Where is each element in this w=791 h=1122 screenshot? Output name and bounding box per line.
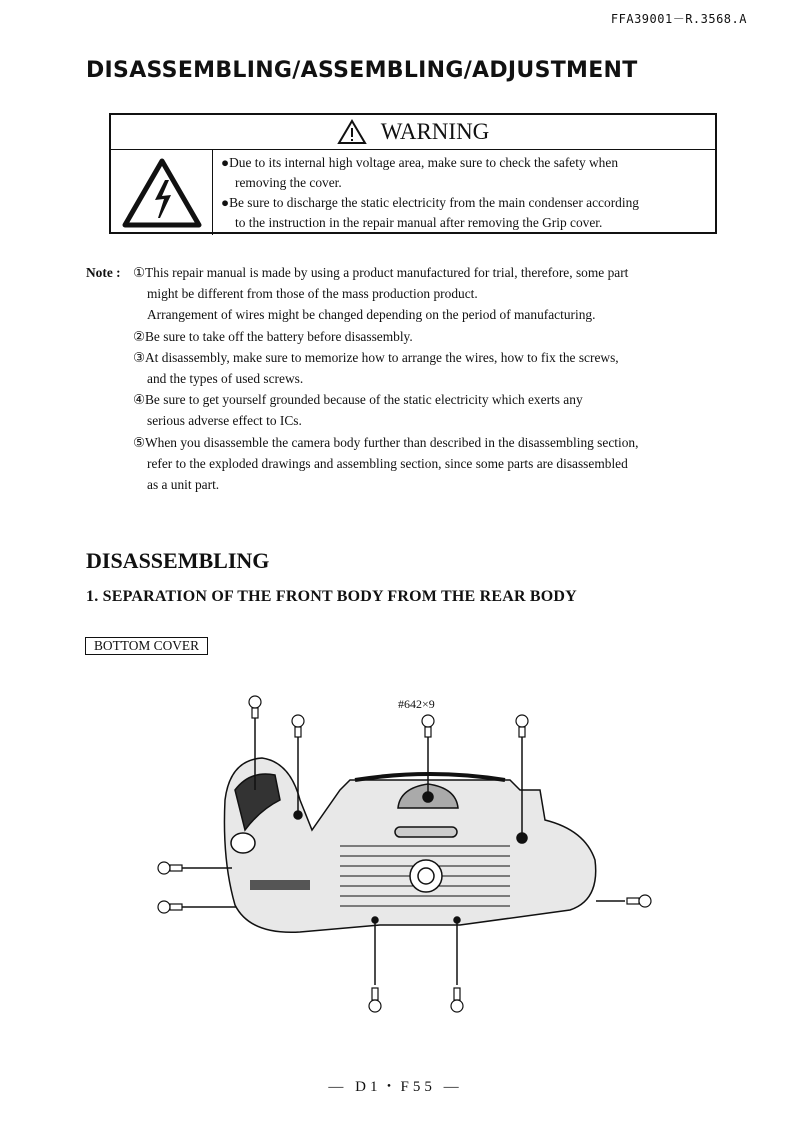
screw-icon bbox=[369, 988, 381, 1012]
note-label: Note : bbox=[86, 265, 121, 280]
note-line: Arrangement of wires might be changed depending on the period of manufacturing. bbox=[147, 307, 596, 323]
note-line: might be different from those of the mass production product. bbox=[147, 286, 478, 302]
document-code: FFA39001－R.3568.A bbox=[610, 12, 747, 26]
page-number: — D1・F55 — bbox=[328, 1079, 463, 1095]
note-line: as a unit part. bbox=[147, 477, 220, 493]
warning-line: to the instruction in the repair manual after removing the Grip cover. bbox=[235, 215, 603, 230]
screw-icon bbox=[158, 901, 182, 913]
note-line: and the types of used screws. bbox=[147, 371, 304, 387]
screw-icon bbox=[627, 895, 651, 907]
warning-heading: WARNING bbox=[380, 119, 490, 144]
note-line: ⑤When you disassemble the camera body further than described in the disassembling section, bbox=[133, 434, 639, 450]
screw-icon bbox=[292, 715, 304, 737]
note-line: ②Be sure to take off the battery before disassembly. bbox=[133, 328, 413, 344]
note-line: serious adverse effect to ICs. bbox=[147, 413, 302, 429]
bottom-cover-label: BOTTOM COVER bbox=[85, 637, 208, 655]
note-line: ①This repair manual is made by using a product manufactured for trial, therefore, some part bbox=[133, 265, 629, 280]
warning-line: ●Due to its internal high voltage area, make sure to check the safety when bbox=[221, 155, 619, 170]
note-line: refer to the exploded drawings and assembling section, since some parts are disassembled bbox=[147, 455, 628, 471]
warning-line: removing the cover. bbox=[235, 175, 342, 190]
warning-line: ●Be sure to discharge the static electricity from the main condenser according bbox=[221, 195, 639, 210]
section-title: DISASSEMBLING bbox=[86, 548, 270, 573]
screw-icon bbox=[422, 715, 434, 737]
screw-icon bbox=[451, 988, 463, 1012]
subsection-title: 1. SEPARATION OF THE FRONT BODY FROM THE REAR BODY bbox=[86, 588, 577, 605]
screw-icon bbox=[249, 696, 261, 718]
page-title: DISASSEMBLING/ASSEMBLING/ADJUSTMENT bbox=[86, 58, 638, 83]
screw-part-label: #642×9 bbox=[398, 697, 435, 711]
note-line: ③At disassembly, make sure to memorize how to arrange the wires, how to fix the screws, bbox=[133, 349, 619, 365]
screw-icon bbox=[158, 862, 182, 874]
note-line: ④Be sure to get yourself grounded because of the static electricity which exerts any bbox=[133, 392, 583, 408]
screw-icon bbox=[516, 715, 528, 737]
